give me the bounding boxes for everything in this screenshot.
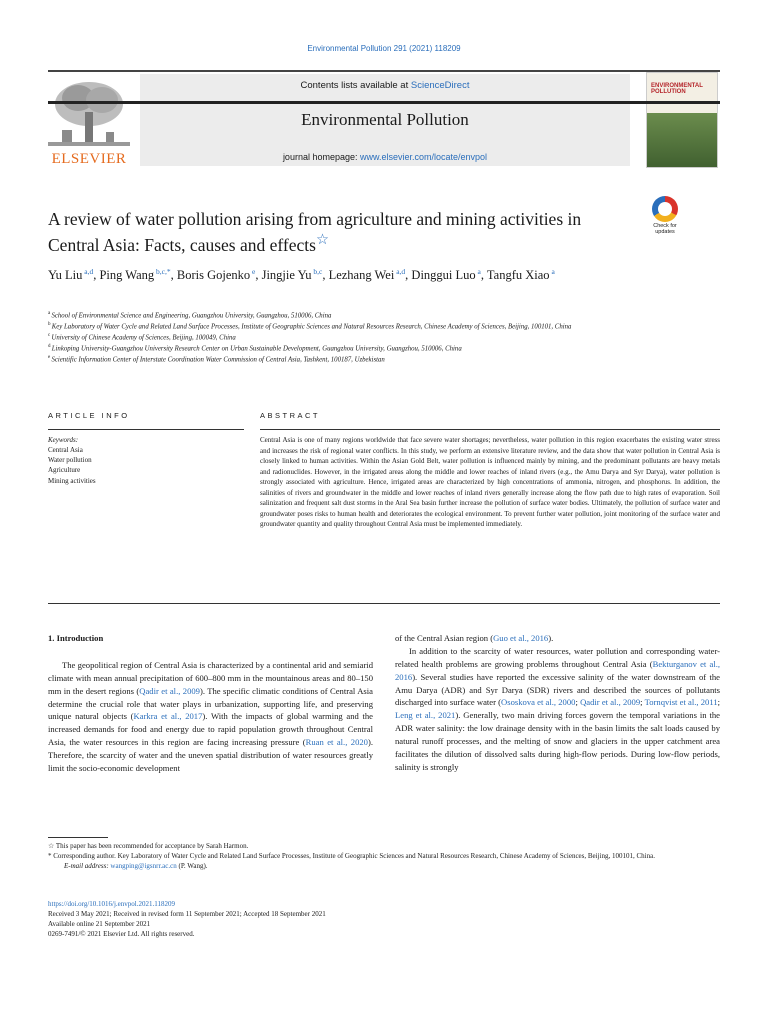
journal-citation[interactable]: Environmental Pollution 291 (2021) 118209 [307,44,461,53]
body-paragraph [48,659,373,775]
body-text: The geopolitical region of Central Asia is characterized by a continental arid and semiarid climate with mean annual precipitation of 600–800 mm in the mountainous areas and 80–150 mm in the desert regions ( [48,659,373,696]
footnote-recommendation: ☆ This paper has been recommended for acceptance by Sarah Harmon. [48,842,249,850]
body-paragraph [395,632,720,645]
body-text: ). Several studies have reported the excessive salinity of the water downstream of the Amu Darya (ADR) and Syr Darya (SDR) rivers and described the sources of pollutants discharged into surface water ( [395,671,720,708]
author-affiliation-mark[interactable]: a,d [394,267,406,276]
affiliation-text: Scientific Information Center of Interstate Coordination Water Commission of Central Asia, Tashkent, 100187, Uzbekistan [51,355,385,363]
affiliation-item [48,332,728,343]
citation-link[interactable]: Qadir et al., 2009 [139,685,200,696]
author-name[interactable]: Ping Wang [99,268,155,283]
journal-homepage-link[interactable]: www.elsevier.com/locate/envpol [360,152,488,162]
check-updates-label: Check for updates [653,223,677,235]
journal-cover-image[interactable] [646,72,718,168]
affiliation-list [48,310,728,365]
check-updates-icon [652,196,678,222]
keyword-item: Central Asia [48,446,83,455]
cover-title: ENVIRONMENTAL POLLUTION [651,83,703,96]
author-name[interactable]: Boris Gojenko [176,268,251,283]
author-name[interactable]: Tangfu Xiao [486,268,550,283]
keywords-label: Keywords: [48,436,79,444]
body-text: ). The specific climatic conditions of Central Asia determine the crucial role that water plays in urbanization, supporting life, and preserving unique natural objects ( [48,685,373,722]
author-affiliation-mark[interactable]: b,c [311,267,323,276]
keywords-block [48,435,244,486]
affiliation-item [48,343,728,354]
author-name[interactable]: Yu Liu [48,268,83,283]
affiliation-text: School of Environmental Science and Engineering, Guangzhou University, Guangzhou, 510006, China [51,312,332,320]
affiliation-mark: c [48,332,52,338]
affiliation-text: Key Laboratory of Water Cycle and Related Land Surface Processes, Institute of Geographic Sciences and Natural Resources Research, Chinese Academy of Sciences, Beijing, 100101, China [51,323,572,331]
author-affiliation-mark[interactable]: a [475,267,481,276]
abstract-text: Central Asia is one of many regions worldwide that face severe water shortages; nevertheless, water pollution in this region exacerbates the existing water stress and increases the risk of regional water conflicts. In this study, we perform an extensive literature review, and the data show that water pollution in Central Asia is closely linked to human activities. Within the Asian Gold Belt, water pollution is influenced mainly by mining, and the predominant pollutants are heavy metals and radionuclides. However, in the irrigated areas along the middle and lower reaches of inland rivers (e.g., the Amu Darya and Syr Darya), water pollution is strongly associated with agriculture. Hence, irrigated areas are characterized by high concentrations of ammonia, nitrogen, and phosphorus. In addition, the salinities of rivers and groundwater in the middle and lower reaches of inland rivers generally increase along the flow path due to high rates of evaporation. Soil salinization and frequent salt dust storms in the Aral Sea basin further increase the pollution of surface water bodies. Ultimately, the pollution of surface water and groundwater poses risks to human health and deteriorates the ecological environment. To prevent further water pollution, joint monitoring of the surface water and groundwater quantity and quality throughout Central Asia must be implemented immediately. [260,436,720,528]
author-affiliation-mark[interactable]: a [549,267,555,276]
body-text: ). Therefore, the scarcity of water and the uneven spatial distribution of water resources greatly limit the socio-economic development [48,737,373,774]
elsevier-logo[interactable] [48,78,130,168]
received-dates: Received 3 May 2021; Received in revised form 11 September 2021; Accepted 18 September 2021 [48,910,326,919]
available-online: Available online 21 September 2021 [48,920,151,929]
sciencedirect-link[interactable]: ScienceDirect [410,80,470,91]
affiliation-item [48,310,728,321]
footnote-corresponding-author: * Corresponding author. Key Laboratory of Water Cycle and Related Land Surface Processes, Institute of Geographic Sciences and Natural Resources Research, Chinese Academy of Sciences, Beijing, 100101, China. [48,852,655,861]
section-heading-introduction: 1. Introduction [48,633,104,643]
citation-link[interactable]: Bekturganov et al., 2016 [395,658,721,682]
affiliation-mark: a [48,311,52,316]
author-name[interactable]: Dinggui Luo [411,268,476,283]
citation-link[interactable]: Leng et al., 2021 [395,710,456,721]
keyword-item: Water pollution [48,456,92,465]
email-label: E-mail address: [64,862,111,871]
doi-link[interactable]: https://doi.org/10.1016/j.envpol.2021.118209 [48,900,175,908]
body-text: ). [548,633,554,643]
affiliation-item [48,354,728,365]
masthead-top-rule [48,70,720,72]
footnote-rule [48,837,108,838]
affiliation-mark: e [48,354,52,360]
masthead-bottom-rule [48,101,720,104]
author-name[interactable]: Jingjie Yu [261,268,312,283]
article-meta [48,899,728,940]
citation-link[interactable]: Ruan et al., 2020 [305,737,368,748]
affiliation-mark: d [48,343,52,349]
homepage-prefix: journal homepage: [282,152,360,162]
author-name[interactable]: Lezhang Wei [328,268,395,283]
author-list: Yu Liu $^{a,d}$, Ping Wang $^{b,c,*}$, Boris Gojenko $^e$, Jingjie Yu $^{b,c}$, Lezhang Wei $^{a,d}$, Dinggui Luo $^a$, Tangfu Xiao $^a$ [48,267,555,283]
elsevier-wordmark: ELSEVIER [51,151,127,167]
journal-banner [140,74,630,166]
contents-line [140,80,630,91]
citation-link[interactable]: Qadir et al., 2009 [580,697,641,708]
body-text: In addition to the scarcity of water resources, water pollution and corresponding water-related health problems are growing problems throughout Central Asia ( [395,645,720,669]
email-link[interactable]: wangping@igsnrr.ac.cn [110,862,177,871]
cover-photo [647,113,718,168]
citation-link[interactable]: Tornqvist et al., 2011 [644,697,718,708]
article-info-heading: ARTICLE INFO [48,411,130,420]
copyright: 0269-7491/© 2021 Elsevier Ltd. All rights reserved. [48,930,195,939]
affiliation-mark: b [48,321,52,327]
title-footnote-mark[interactable]: ☆ [315,232,330,249]
affiliation-item [48,321,728,332]
body-text: ; [640,697,645,708]
citation-link[interactable]: Karkra et al., 2017 [133,711,203,722]
affiliation-text: Linkoping University-Guangzhou University Research Center on Urban Sustainable Development, Guangzhou University, Guangzhou, 510006, China [51,344,462,352]
body-paragraph [395,645,720,774]
citation-link[interactable]: Ososkova et al., 2000 [501,697,576,708]
journal-title: Environmental Pollution [301,110,469,129]
abstract-bottom-rule [48,603,720,604]
footnote-email [48,861,728,871]
keyword-item: Agriculture [48,466,81,475]
homepage-line [140,152,630,162]
elsevier-tree-icon [48,78,130,146]
contents-prefix: Contents lists available at [300,80,411,91]
body-text: ; [575,697,581,708]
body-text: ). Generally, two main driving forces govern the temporal variations in the ADR water salinity: the low drainage density with in the basin limits the salt loads caused by natural runoff processes, and the melting of snow and glaciers in the upper catchment area facilitates the dilution of dissolved salts during high-flow periods. During low-flow periods, salinity is strongly [395,710,720,772]
body-text: of the Central Asian region ( [395,633,494,643]
abstract-heading: ABSTRACT [260,411,321,420]
journal-masthead [48,70,720,170]
author-affiliation-mark[interactable]: a,d [82,267,94,276]
author-affiliation-mark[interactable]: e [250,267,256,276]
body-text: ). With the impacts of global warming and the increased demands for food and energy due to rapid population growth throughout Central Asia, the water resources in this region are facing increasing pressure ( [48,711,373,748]
keyword-item: Mining activities [48,476,96,485]
email-suffix: (P. Wang). [176,862,208,871]
check-for-updates-button[interactable] [648,196,682,235]
author-affiliation-mark[interactable]: b,c,* [154,267,171,276]
article-title-text: A review of water pollution arising from agriculture and mining activities in Central Asia: Facts, causes and effects [48,209,582,255]
article-info-rule [48,429,244,430]
body-text: ; [717,697,721,708]
abstract-rule [260,429,720,430]
body-column-left [48,632,373,775]
affiliation-text: University of Chinese Academy of Sciences, Beijing, 100049, China [51,334,236,342]
footnotes [48,841,728,871]
body-column-right [395,632,720,774]
citation-link[interactable]: Guo et al., 2016 [493,633,549,643]
article-title [48,208,628,257]
